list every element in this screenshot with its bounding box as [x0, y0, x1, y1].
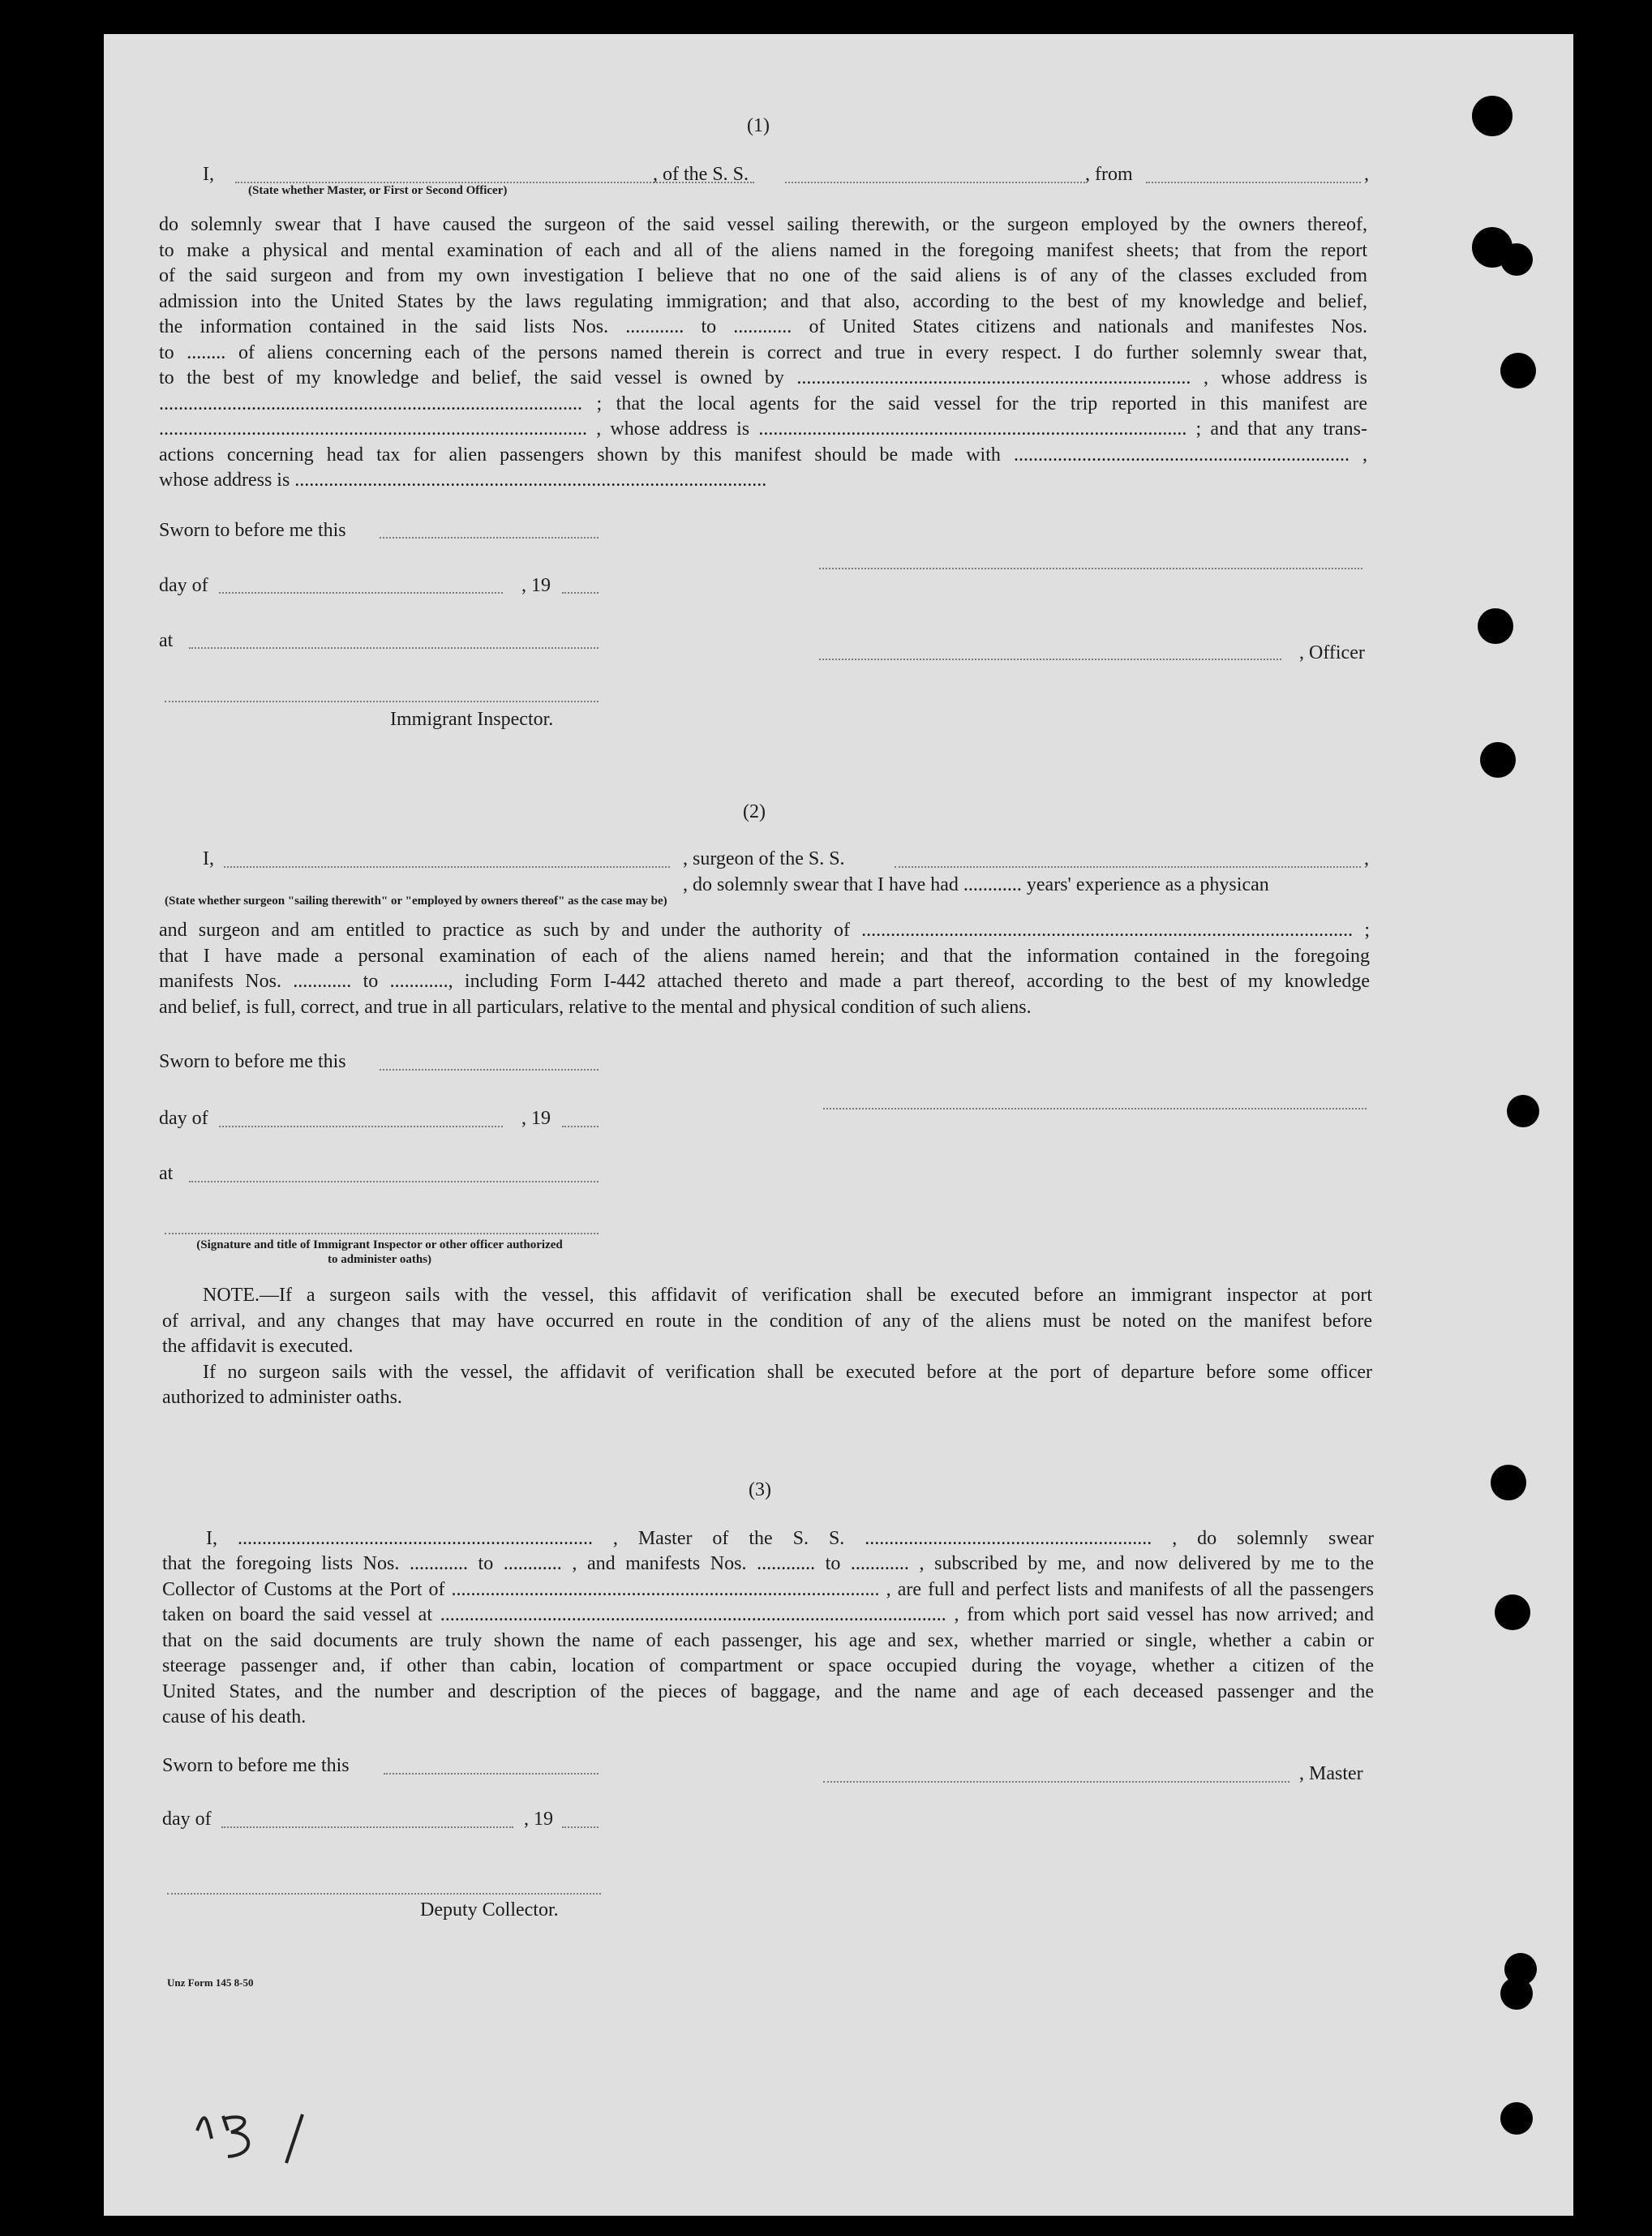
form-number: Unz Form 145 8-50 [167, 1976, 254, 1989]
at-label-1: at [159, 630, 174, 651]
paragraph-line: that I have made a personal examination of each of the aliens named herein; and that the information contained in the foregoing [159, 945, 1370, 967]
year-field-1[interactable] [562, 592, 599, 594]
paragraph-line: the information contained in the said lists Nos. ............ to ............ of United States citizens and nationals and manifestes Nos. [159, 316, 1367, 337]
paragraph-line: of the said surgeon and from my own investigation I believe that no one of the said aliens is of any of the classes excluded from [159, 265, 1367, 286]
paragraph-line: and surgeon and am entitled to practice as such by and under the authority of ..................................................................................................... ; [159, 920, 1370, 941]
sworn-label-3: Sworn to before me this [162, 1755, 350, 1776]
day-field-2[interactable] [219, 1126, 503, 1127]
year-label-3: , 19 [524, 1809, 553, 1830]
section1-number: (1) [747, 115, 770, 136]
paragraph-line: to ........ of aliens concerning each of the persons named therein is correct and true in every respect. I do further solemnly swear that, [159, 341, 1367, 363]
paragraph-line: to the best of my knowledge and belief, the said vessel is owned by ................................................................................. , whose address is [159, 367, 1367, 388]
paragraph-line: actions concerning head tax for alien passengers shown by this manifest should be made with ..................................................................... , [159, 444, 1367, 466]
surgeon-note: (State whether surgeon "sailing therewith" or "employed by owners thereof" as the case may be) [165, 895, 667, 908]
punch-hole [1500, 353, 1536, 388]
punch-hole [1480, 742, 1516, 778]
inspector-signature-2[interactable] [165, 1233, 599, 1234]
day-of-label-1: day of [159, 575, 208, 596]
section2-i-label: I, [203, 848, 214, 869]
form-page [104, 34, 1573, 2216]
day-field-1[interactable] [219, 592, 503, 594]
of-ss-label: , of the S. S. [653, 164, 749, 185]
note-line: If no surgeon sails with the vessel, the affidavit of verification shall be executed before at the port of departure before some officer [203, 1361, 1372, 1383]
officer-label: , Officer [1299, 642, 1365, 663]
deputy-collector-label: Deputy Collector. [420, 1899, 559, 1921]
at-place-field-2[interactable] [189, 1181, 599, 1182]
signature-note: (Signature and title of Immigrant Inspector or other officer authorized to administer oaths) [196, 1238, 563, 1266]
note-line: the affidavit is executed. [162, 1336, 354, 1357]
deputy-signature-field[interactable] [167, 1893, 601, 1895]
comma: , [1364, 848, 1369, 869]
paragraph-line: ........................................................................................ , whose address is ........................................................................................ ; and that any trans- [159, 418, 1367, 440]
sworn-date-field-1[interactable] [380, 537, 599, 539]
sworn-date-field-3[interactable] [384, 1773, 599, 1775]
master-label: , Master [1299, 1763, 1363, 1784]
punch-hole [1495, 1594, 1530, 1630]
sworn-date-field-2[interactable] [380, 1069, 599, 1071]
punch-hole [1472, 96, 1513, 136]
inspector-signature-1[interactable] [165, 701, 599, 702]
surgeon-line-2: , do solemnly swear that I have had ............ years' experience as a physican [683, 874, 1269, 895]
master-officer-note: (State whether Master, or First or Second Officer) [248, 184, 508, 197]
punch-hole [1500, 1977, 1533, 2010]
signature-field-2[interactable] [823, 1108, 1367, 1109]
paragraph-line: admission into the United States by the laws regulating immigration; and that also, according to the best of my knowledge and belief, [159, 290, 1367, 312]
punch-hole [1491, 1465, 1526, 1500]
paragraph-line: taken on board the said vessel at ........................................................................................................ , from which port said vessel has now arrived; and [162, 1604, 1374, 1625]
comma: , [1364, 164, 1369, 185]
paragraph-line: cause of his death. [162, 1706, 307, 1727]
paragraph-line: and belief, is full, correct, and true in all particulars, relative to the mental and physical condition of such aliens. [159, 996, 1032, 1018]
paragraph-line: that on the said documents are truly shown the name of each passenger, his age and sex, whether married or single, whether a cabin or [162, 1629, 1374, 1651]
paragraph-line: whose address is ................................................................................................. [159, 470, 767, 491]
surgeon-ship-field[interactable] [895, 866, 1361, 868]
note-line: of arrival, and any changes that may have occurred en route in the condition of any of the aliens must be noted on the manifest before [162, 1310, 1372, 1332]
sworn-label-1: Sworn to before me this [159, 520, 346, 541]
sworn-label-2: Sworn to before me this [159, 1051, 346, 1072]
paragraph-line: that the foregoing lists Nos. ............ to ............ , and manifests Nos. ............ to ............ , subscribed by me, and now delivered by me to the [162, 1553, 1374, 1574]
surgeon-of-label: , surgeon of the S. S. [683, 848, 845, 869]
from-label: , from [1085, 164, 1133, 185]
inspector-label-1: Immigrant Inspector. [390, 709, 554, 730]
ship-name-field[interactable] [785, 182, 1085, 183]
paragraph-line: do solemnly swear that I have caused the surgeon of the said vessel sailing therewith, or the surgeon employed by the owners thereof, [159, 214, 1367, 235]
year-field-2[interactable] [562, 1126, 599, 1127]
section3-line-1: I, ......................................................................... , Master of the S. S. ........................................................... , do solemnly swear [206, 1528, 1374, 1549]
section3-number: (3) [749, 1479, 771, 1500]
punch-hole [1500, 2102, 1533, 2135]
paragraph-line: ....................................................................................... ; that the local agents for the said vessel for the trip reported in this manifest are [159, 393, 1367, 414]
master-signature-field[interactable] [823, 1781, 1289, 1783]
year-field-3[interactable] [562, 1826, 599, 1828]
section1-i-label: I, [203, 164, 214, 185]
signature-field-1[interactable] [819, 568, 1362, 569]
year-label-1: , 19 [521, 575, 551, 596]
surgeon-name-field[interactable] [224, 866, 670, 868]
punch-hole [1507, 1095, 1539, 1127]
punch-hole [1500, 243, 1533, 276]
paragraph-line: United States, and the number and description of the pieces of baggage, and the name and age of each deceased passenger and the [162, 1680, 1374, 1702]
paragraph-line: steerage passenger and, if other than cabin, location of compartment or space occupied during the voyage, whether a citizen of the [162, 1655, 1374, 1676]
section2-number: (2) [743, 801, 766, 822]
note-line: NOTE.—If a surgeon sails with the vessel, this affidavit of verification shall be executed before an immigrant inspector at port [203, 1285, 1372, 1306]
note-line: authorized to administer oaths. [162, 1387, 402, 1408]
at-label-2: at [159, 1163, 174, 1184]
at-place-field-1[interactable] [189, 647, 599, 649]
day-field-3[interactable] [221, 1826, 513, 1828]
from-port-field[interactable] [1146, 182, 1361, 183]
paragraph-line: to make a physical and mental examination of each and all of the aliens named in the foregoing manifest sheets; that from the report [159, 239, 1367, 261]
day-of-label-2: day of [159, 1108, 208, 1129]
year-label-2: , 19 [521, 1108, 551, 1129]
officer-field[interactable] [819, 659, 1281, 660]
handwritten-mark [181, 2082, 343, 2171]
paragraph-line: manifests Nos. ............ to ............, including Form I-442 attached thereto and made a part thereof, according to the best of my knowledge [159, 971, 1370, 992]
paragraph-line: Collector of Customs at the Port of ........................................................................................ , are full and perfect lists and manifests of all the passengers [162, 1578, 1374, 1600]
punch-hole [1478, 608, 1513, 644]
day-of-label-3: day of [162, 1809, 212, 1830]
